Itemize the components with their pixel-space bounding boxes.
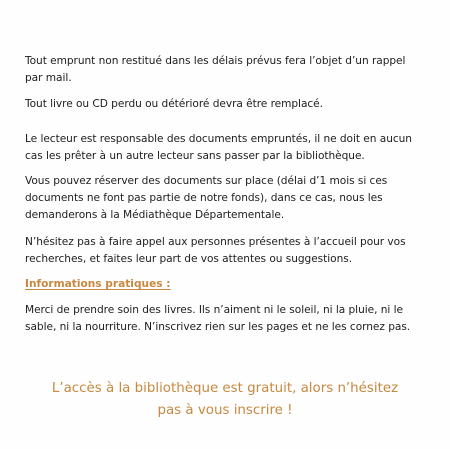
callout-line-1: L’accès à la bibliothèque est gratuit, alors n’hésitez — [51, 381, 399, 396]
paragraph-assistance: N’hésitez pas à faire appel aux personnes présentes à l’accueil pour vos recherches, et faites leur part de vos attentes ou suggestions. — [25, 236, 406, 265]
paragraph-lost-items: Tout livre ou CD perdu ou détérioré devra être remplacé. — [25, 98, 323, 110]
paragraph-reservation: Vous pouvez réserver des documents sur place (délai d’1 mois si ces documents ne font pas partie de notre fonds), dans ce cas, nous les demanderons à la Médiathèque Départementale. — [25, 175, 388, 221]
paragraph-responsibility: Le lecteur est responsable des documents empruntés, il ne doit en aucun cas les prêter à un autre lecteur sans passer par la bibliothèque. — [25, 133, 412, 162]
free-access-callout — [0, 378, 450, 422]
section-heading-practical-info: Informations pratiques : — [25, 278, 171, 290]
paragraph-practical-info: Merci de prendre soin des livres. Ils n’aiment ni le soleil, ni la pluie, ni le sable, ni la nourriture. N’inscrivez rien sur les pages et ne les cornez pas. — [25, 304, 411, 333]
callout-line-2: pas à vous inscrire ! — [157, 403, 293, 418]
paragraph-late-return: Tout emprunt non restitué dans les délais prévus fera l’objet d’un rappel par mail. — [25, 55, 406, 84]
